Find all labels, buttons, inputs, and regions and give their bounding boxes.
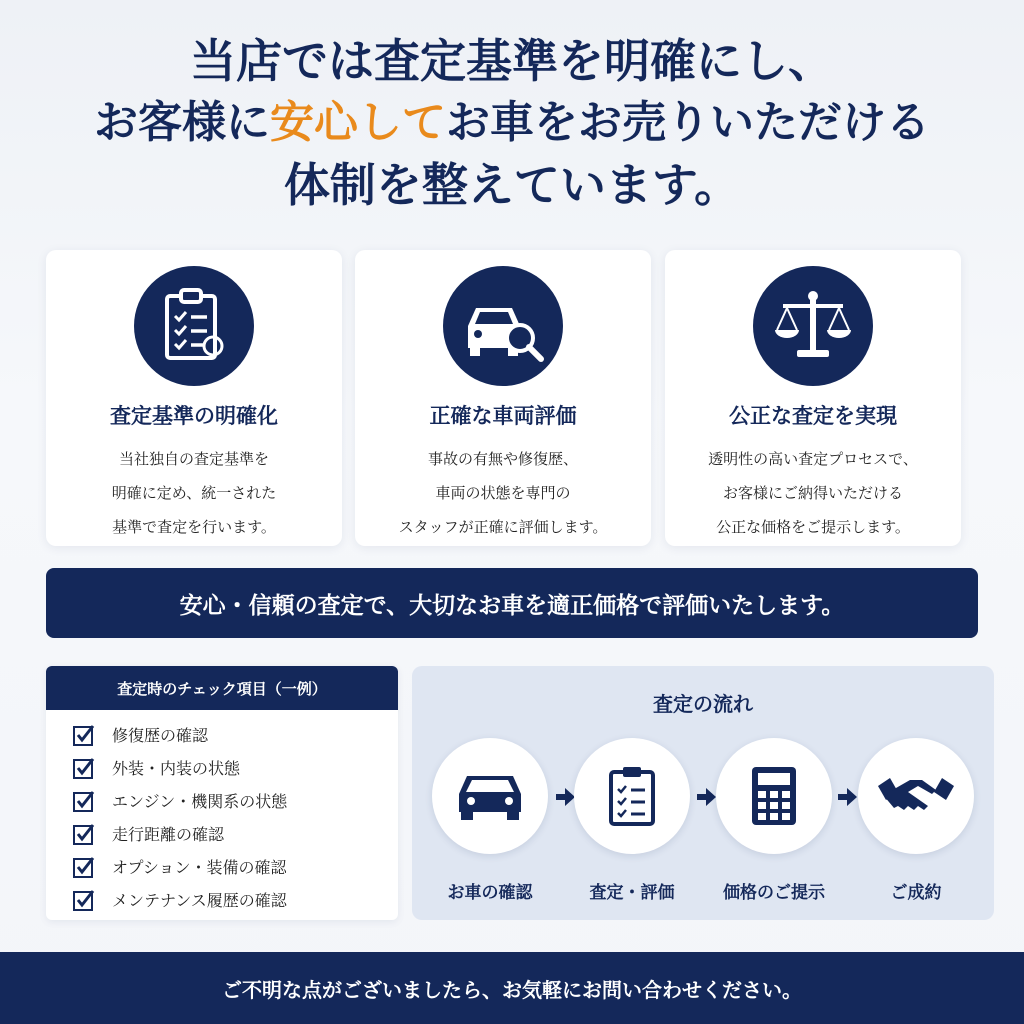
feature-card-title: 査定基準の明確化 bbox=[110, 404, 278, 428]
checklist-item-label: 走行距離の確認 bbox=[112, 825, 225, 844]
checklist-item-label: エンジン・機関系の状態 bbox=[112, 792, 288, 811]
flow-step-appraisal bbox=[572, 738, 692, 903]
checklist-panel bbox=[46, 666, 398, 920]
checklist-list bbox=[46, 710, 398, 916]
flow-step-price bbox=[714, 738, 834, 903]
desc-line: 事故の有無や修復歴、 bbox=[427, 450, 578, 468]
appraisal-flow-panel bbox=[412, 666, 994, 920]
feature-card-desc bbox=[365, 442, 641, 544]
headline bbox=[0, 30, 1024, 216]
clipboard-icon bbox=[574, 738, 690, 854]
feature-card-criteria bbox=[46, 250, 342, 546]
desc-line: スタッフが正確に評価します。 bbox=[398, 518, 608, 536]
calculator-icon bbox=[716, 738, 832, 854]
trust-banner: 安心・信頼の査定で、大切なお車を適正価格で評価いたします。 bbox=[46, 568, 978, 638]
headline-line-2-post: お車をお売りいただける bbox=[446, 97, 930, 148]
feature-card-desc bbox=[675, 442, 951, 544]
checklist-item-label: メンテナンス履歴の確認 bbox=[112, 891, 287, 910]
desc-line: 車両の状態を専門の bbox=[435, 484, 571, 502]
car-magnifier-icon bbox=[443, 266, 563, 386]
handshake-icon bbox=[858, 738, 974, 854]
checklist-title: 査定時のチェック項目（一例） bbox=[46, 666, 398, 710]
checkbox-checked-icon bbox=[72, 723, 96, 747]
feature-card-fairness bbox=[665, 250, 961, 546]
desc-line: 当社独自の査定基準を bbox=[118, 450, 269, 468]
checkbox-checked-icon bbox=[72, 855, 96, 879]
headline-line-1: 当店では査定基準を明確にし、 bbox=[190, 34, 834, 88]
feature-card-evaluation bbox=[355, 250, 651, 546]
checklist-item bbox=[72, 784, 398, 817]
checkbox-checked-icon bbox=[72, 888, 96, 912]
checkbox-checked-icon bbox=[72, 756, 96, 780]
footer-contact-message: ご不明な点がございましたら、お気軽にお問い合わせください。 bbox=[0, 952, 1024, 1024]
checklist-item bbox=[72, 751, 398, 784]
feature-card-title: 公正な査定を実現 bbox=[729, 404, 897, 428]
arrow-right-icon bbox=[836, 786, 858, 808]
feature-card-title: 正確な車両評価 bbox=[429, 404, 577, 428]
checklist-item bbox=[72, 883, 398, 916]
checklist-item bbox=[72, 850, 398, 883]
flow-step-contract bbox=[856, 738, 976, 903]
flow-step-label: ご成約 bbox=[890, 883, 942, 903]
checkbox-checked-icon bbox=[72, 822, 96, 846]
desc-line: 明確に定め、統一された bbox=[111, 484, 277, 502]
balance-scale-icon bbox=[753, 266, 873, 386]
flow-step-check-car bbox=[430, 738, 550, 903]
checklist-item bbox=[72, 718, 398, 751]
headline-line-3: 体制を整えています。 bbox=[283, 158, 741, 212]
checklist-item-label: オプション・装備の確認 bbox=[112, 858, 287, 877]
checklist-item bbox=[72, 817, 398, 850]
flow-title: 査定の流れ bbox=[653, 692, 753, 716]
headline-line-2-pre: お客様に bbox=[94, 97, 270, 148]
desc-line: 透明性の高い査定プロセスで、 bbox=[708, 450, 918, 468]
flow-step-label: 査定・評価 bbox=[589, 883, 675, 903]
headline-accent: 安心して bbox=[270, 97, 446, 148]
checkbox-checked-icon bbox=[72, 789, 96, 813]
car-icon bbox=[432, 738, 548, 854]
desc-line: 公正な価格をご提示します。 bbox=[716, 518, 910, 536]
flow-step-label: お車の確認 bbox=[447, 883, 533, 903]
feature-card-desc bbox=[56, 442, 332, 544]
clipboard-checklist-icon bbox=[134, 266, 254, 386]
feature-cards bbox=[46, 250, 978, 546]
desc-line: 基準で査定を行います。 bbox=[112, 518, 276, 536]
checklist-item-label: 外装・内装の状態 bbox=[112, 759, 241, 778]
headline-line-2 bbox=[0, 92, 1024, 154]
flow-step-label: 価格のご提示 bbox=[723, 883, 825, 903]
desc-line: お客様にご納得いただける bbox=[722, 484, 903, 502]
checklist-item-label: 修復歴の確認 bbox=[112, 726, 209, 745]
